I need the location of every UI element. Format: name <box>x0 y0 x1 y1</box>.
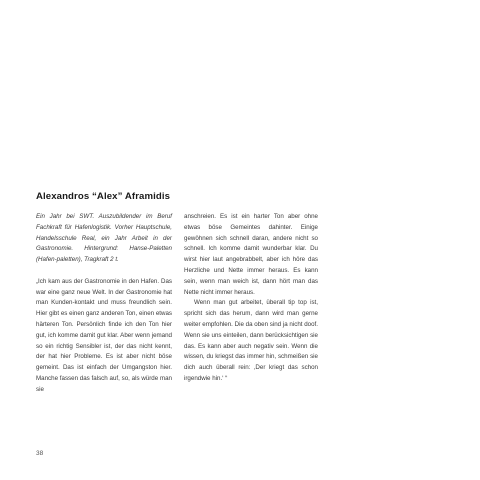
body-paragraph-3: Wenn man gut arbeitet, überall tip top ist, spricht sich das herum, dann wird man gerne weiter empfohlen. Die da oben sind ja nicht doof. Wenn sie uns einteilen, dann berücksichtigen sie das. Es kann aber auch negativ sein. Wenn die wissen, du kriegst das immer hin, schmeißen sie dich auch überall rein: ‚Der kriegt das schon irgendwie hin.‘ “ <box>184 299 318 382</box>
text-column-right <box>184 212 318 385</box>
body-paragraph-1: „Ich kam aus der Gastronomie in den Hafen. Das war eine ganz neue Welt. In der Gastronomie hat man Kunden-kontakt und muss freundlich sein. Hier gibt es einen ganz anderen Ton, einen etwas härteren Ton. Persönlich finde ich den Ton hier gut, ich komme damit gut klar. Aber wenn jemand so ein richtig Sensibler ist, der das nicht kennt, der hat hier Probleme. Es ist aber nicht böse gemeint. Das ist einfach der Umgangston hier. Manche fassen das falsch auf, so, als würde man sie <box>36 277 172 393</box>
intro-paragraph: Ein Jahr bei SWT. Auszubildender im Beruf Fachkraft für Hafenlogistik. Vorher Hauptschule, Handelsschule Real, ein Jahr Arbeit in der Gastronomie. Hintergrund: Hanse-Paletten (Hafen-paletten), Tragkraft 2 t. <box>36 213 172 264</box>
text-column-left <box>36 212 172 396</box>
article-title: Alexandros “Alex” Aframidis <box>36 191 171 202</box>
body-paragraph-2: anschreien. Es ist ein harter Ton aber ohne etwas böse Gemeintes dahinter. Einige gewöhnen sich schnell daran, andere nicht so schnell. Ich komme damit wunderbar klar. Du wirst hier laut angebrabbelt, aber ich höre das Herzliche und Nette immer heraus. Es kann sein, wenn man weich ist, dann hört man das Nette nicht immer heraus. <box>184 213 318 296</box>
page-number: 38 <box>36 450 44 457</box>
